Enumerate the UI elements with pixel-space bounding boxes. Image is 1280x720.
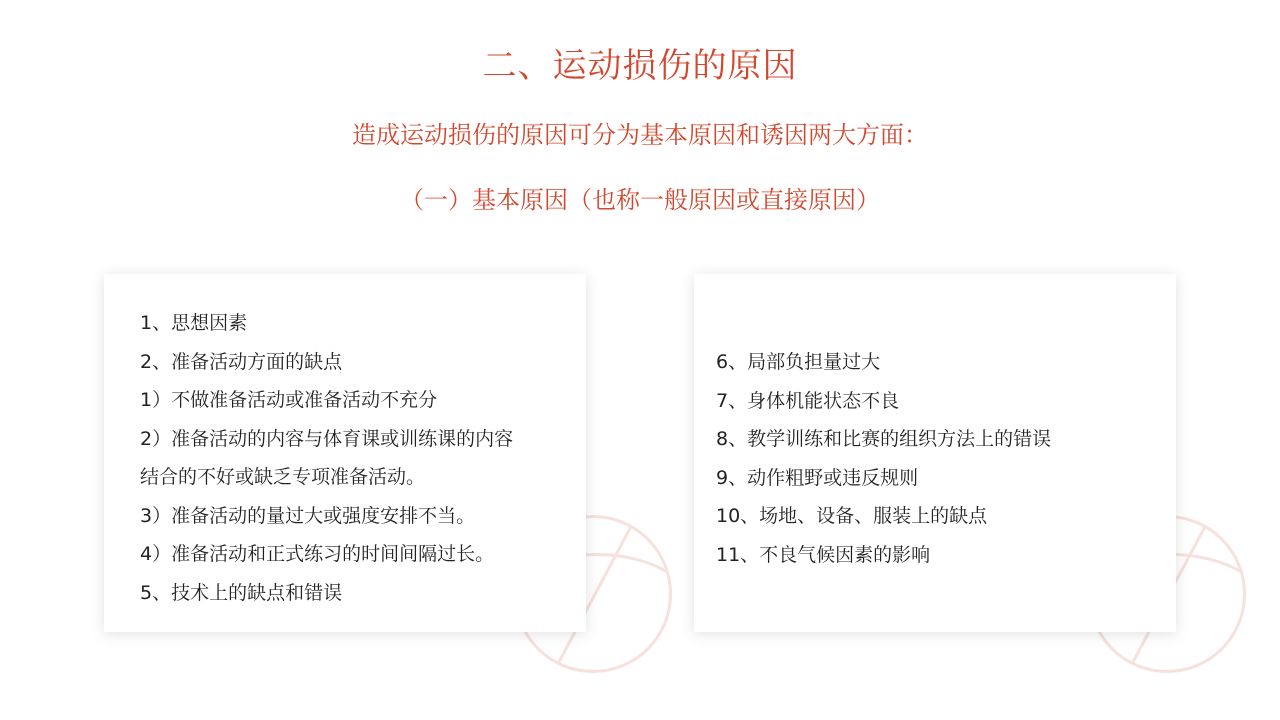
list-item: 1）不做准备活动或准备活动不充分 bbox=[140, 389, 438, 411]
slide-subtitle: 造成运动损伤的原因可分为基本原因和诱因两大方面： bbox=[352, 121, 928, 149]
list-item: 7、身体机能状态不良 bbox=[716, 389, 900, 412]
list-item: 6、局部负担量过大 bbox=[716, 351, 881, 373]
slide-title: 二、运动损伤的原因 bbox=[482, 46, 798, 86]
list-item: 2、准备活动方面的缺点 bbox=[140, 350, 343, 373]
list-item: 2）准备活动的内容与体育课或训练课的内容 bbox=[140, 427, 514, 450]
list-item: 4）准备活动和正式练习的时间间隔过长。 bbox=[140, 543, 495, 565]
list-item: 9、动作粗野或违反规则 bbox=[716, 466, 919, 489]
list-item: 3）准备活动的量过大或强度安排不当。 bbox=[140, 504, 476, 527]
left-reasons-card bbox=[104, 274, 586, 632]
list-item: 11、不良气候因素的影响 bbox=[716, 543, 931, 566]
right-reasons-card bbox=[694, 274, 1176, 632]
list-item: 5、技术上的缺点和错误 bbox=[140, 581, 343, 604]
list-item: 10、场地、设备、服装上的缺点 bbox=[716, 505, 988, 527]
list-item: 8、教学训练和比赛的组织方法上的错误 bbox=[716, 428, 1052, 450]
list-item: 1、思想因素 bbox=[140, 312, 248, 334]
list-item: 结合的不好或缺乏专项准备活动。 bbox=[140, 466, 426, 488]
section-heading: （一）基本原因（也称一般原因或直接原因） bbox=[400, 186, 880, 214]
